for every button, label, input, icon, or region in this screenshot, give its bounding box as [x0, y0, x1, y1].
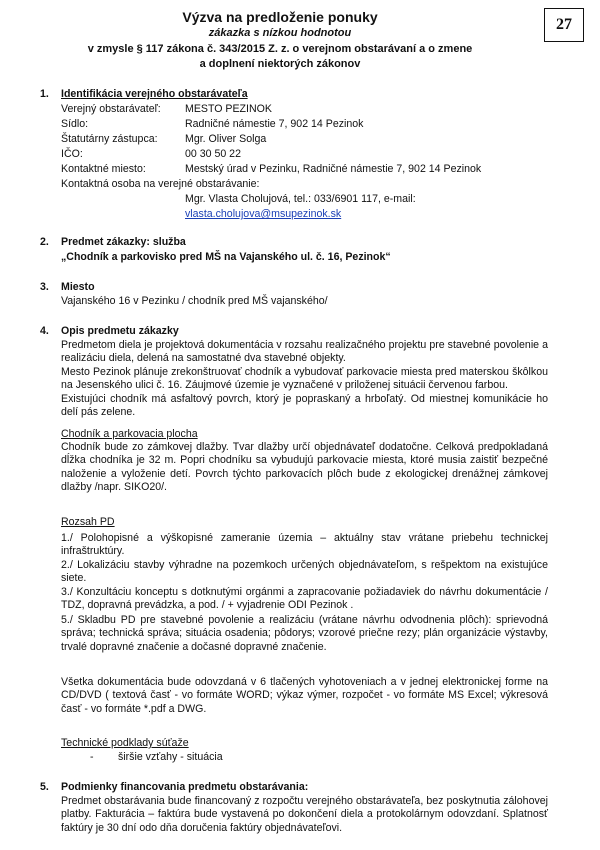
document-subtitle: zákazka s nízkou hodnotou — [208, 27, 352, 39]
field-value: Radničné námestie 7, 902 14 Pezinok — [185, 118, 364, 130]
location-text: Vajanského 16 v Pezinku / chodník pred MŠ vajanského/ — [61, 295, 328, 307]
subheading: Technické podklady súťaže — [61, 737, 189, 749]
section-heading: Miesto — [61, 281, 95, 293]
paragraph: Mesto Pezinok plánuje zrekonštruovať chodník a vybudovať parkovacie miesta pred materskou škôlkou na Jesenského ulici č. 16. Záujmové územie je vyznačené v priloženej situácii červenou farbou. — [61, 366, 548, 392]
field-value: Mestský úrad v Pezinku, Radničné námestie 7, 902 14 Pezinok — [185, 163, 482, 175]
paragraph: Existujúci chodník má asfaltový povrch, ktorý je popraskaný a hrboľatý. Od miestnej komunikácie ho delí pás zelene. — [61, 393, 548, 419]
document-title: Výzva na predloženie ponuky — [182, 9, 378, 25]
field-value: 00 30 50 22 — [185, 148, 241, 160]
paragraph: Predmet obstarávania bude financovaný z rozpočtu verejného obstarávateľa, bez poskytnutia zálohovej platby. Fakturácia – faktúra bude vystavená po dokončení diela a protokolárnym odovzdaní. Splatnosť faktúry je 30 dní odo dňa doručenia faktúry objednávateľovi. — [61, 795, 548, 834]
legal-reference-line-2: a doplnení niektorých zákonov — [199, 58, 361, 70]
field-label: Verejný obstarávateľ: — [61, 103, 161, 115]
field-value: Mgr. Oliver Solga — [185, 133, 267, 145]
paragraph: Všetka dokumentácia bude odovzdaná v 6 tlačených vyhotoveniach a v jednej elektronickej forme na CD/DVD ( textová časť - vo formáte WORD; výkaz výmer, rozpočet - vo formáte MS Excel; výkresová časť - vo formáte *.pdf a DWG. — [61, 676, 548, 715]
bullet-dash: - — [90, 751, 94, 763]
field-label: Kontaktné miesto: — [61, 163, 146, 175]
list-item: 3./ Konzultáciu konceptu s dotknutými orgánmi a zapracovanie požiadaviek do návrhu dokumentácie / TDZ, dopravná prevádzka, a pod. / + vyjadrenie ODI Pezinok . — [61, 586, 548, 612]
field-label: IČO: — [61, 148, 83, 160]
section-number: 4. — [40, 325, 49, 337]
contract-subject: „Chodník a parkovisko pred MŠ na Vajanského ul. č. 16, Pezinok“ — [61, 251, 391, 263]
paragraph: Predmetom diela je projektová dokumentácia v rozsahu realizačného projektu pre stavebné povolenie a realizáciu diela, delená na samostatné dva stavebné objekty. — [61, 339, 548, 365]
contact-label: Kontaktná osoba na verejné obstarávanie: — [61, 178, 260, 190]
list-item: 2./ Lokalizáciu stavby výhradne na pozemkoch určených objednávateľom, s rešpektom na existujúce siete. — [61, 559, 548, 585]
section-number: 5. — [40, 781, 49, 793]
page-number: 27 — [544, 8, 584, 42]
bullet-item: širšie vzťahy - situácia — [118, 751, 223, 763]
section-heading: Predmet zákazky: služba — [61, 236, 186, 248]
list-item: 5./ Skladbu PD pre stavebné povolenie a realizáciu (vrátane návrhu odvodnenia plôch): sprievodná správa; technická správa; situácia osadenia; pôdorys; vzorové priečne rezy; plán organizácie výstavby, trvalé dopravné značenie a dočasné dopravné značenie. — [61, 614, 548, 653]
field-label: Sídlo: — [61, 118, 89, 130]
email-link[interactable]: vlasta.cholujova@msupezinok.sk — [185, 208, 342, 220]
section-heading: Opis predmetu zákazky — [61, 325, 179, 337]
field-label: Štatutárny zástupca: — [61, 133, 158, 145]
legal-reference-line: v zmysle § 117 zákona č. 343/2015 Z. z. o verejnom obstarávaní a o zmene — [87, 43, 473, 55]
section-number: 3. — [40, 281, 49, 293]
section-heading: Podmienky financovania predmetu obstarávania: — [61, 781, 309, 793]
field-value: MESTO PEZINOK — [185, 103, 272, 115]
contact-value: Mgr. Vlasta Cholujová, tel.: 033/6901 117, e-mail: — [185, 193, 416, 205]
section-heading: Identifikácia verejného obstarávateľa — [61, 88, 248, 100]
paragraph: Chodník bude zo zámkovej dlažby. Tvar dlažby určí objednávateľ dodatočne. Celková predpokladaná dĺžka chodníka je 32 m. Popri chodníku sa vybudujú parkovacie miesta, ktoré musia zaistiť bezpečné naloženie a vyloženie detí. Povrch týchto parkovacích plôch bude z ekologickej drenážnej zámkovej dlažby /napr. SIKO20/. — [61, 441, 548, 494]
list-item: 1./ Polohopisné a výškopisné zameranie územia – aktuálny stav vrátane priebehu technickej infraštruktúry. — [61, 532, 548, 558]
subheading: Chodník a parkovacia plocha — [61, 428, 198, 440]
subheading: Rozsah PD — [61, 516, 115, 528]
section-number: 2. — [40, 236, 49, 248]
section-number: 1. — [40, 88, 49, 100]
